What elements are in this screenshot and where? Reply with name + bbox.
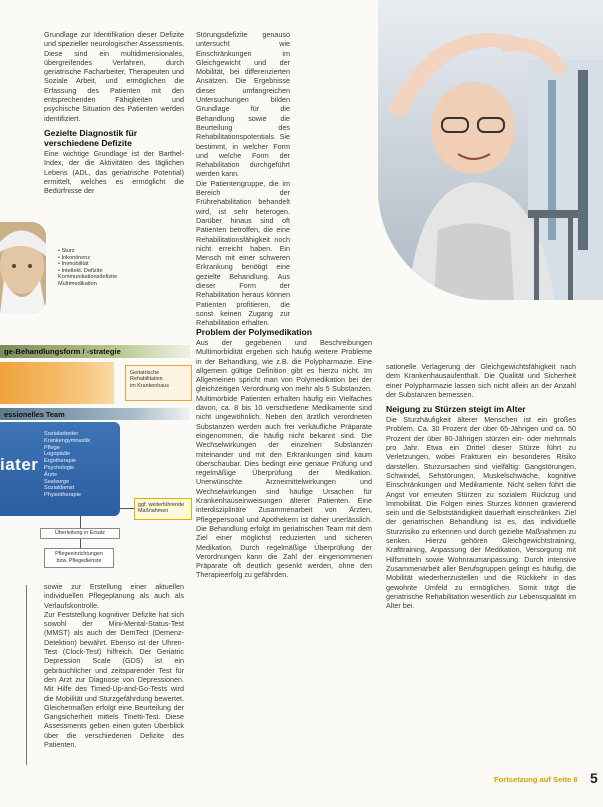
rehab-box-clinic [125, 365, 192, 401]
list-item: Krankengymnastik [44, 437, 91, 444]
care-facility-box [44, 548, 114, 568]
list-item: Psychologie [44, 464, 75, 471]
symptom-list [58, 248, 138, 288]
paragraph: Eine wichtige Grundlage ist der Barthel-Index, der die Aktivitäten des täglichen Lebens (ADL, das geriatrische Potential) ermittelt, welches es ermöglicht die Bedürfnisse der [44, 148, 184, 196]
paragraph: Die Patientengruppe, die im Bereich der Frührehabilitation behandelt wird, ist sehr heterogen. Darüber hinaus sind oft Patienten betroffen, die eine Rehabilitationsfähigkeit noch nicht erreicht haben. Ein Mensch mit einer schweren Erkrankung benötigt eine gezielte Behandlung. Aus dieser Form der Rehabilitation heraus können Patienten profitieren, die sonst keinen Zugang zur Rehabilitation erhalten. [196, 178, 290, 328]
list-item: • Inkontinenz [58, 254, 91, 261]
strategy-header-label: ge-Behandlungsform / -strategie [4, 347, 121, 356]
strategy-header-bar [0, 345, 190, 358]
team-member-list [44, 431, 118, 499]
care-facility-label: Pflegeeinrichtungen bzw. Pflegedienste [55, 551, 103, 564]
list-item: • Sturz [58, 248, 75, 254]
section-heading: Problem der Polymedikation [196, 327, 313, 337]
margin-divider [26, 585, 27, 765]
section-heading: Neigung zu Stürzen steigt im Alter [386, 404, 526, 415]
text-column-1-bottom [44, 582, 184, 749]
paragraph: Grundlage zur Identifikation dieser Defizite und spezieller neurologischer Assessments. Diese sind ein multidimensionales, übergreifendes Verfahren, durch geriatrische Facharbeiter, Therapeuten und Soziale Arbeit, und ermöglichen die Erfassung des Patienten mit den entsprechenden Fähigkeiten und psychische Situation des Patienten werden identifiziert. [44, 30, 184, 123]
connector-line [120, 508, 134, 509]
rehab-box-label: Geriatrische Rehabilitation im Krankenhaus [130, 370, 169, 389]
further-measures-box [134, 498, 192, 520]
paragraph: Die Sturzhäufigkeit älterer Menschen ist ein großes Problem. Ca. 30 Prozent der über 65-Jährigen und ca. 50 Prozent der über 80-Jährigen stürzen ein- oder mehrmals pro Jahr. Etwa ein Drittel dieser Stürze führt zu Verletzungen, wobei Frakturen ein besonderes Risiko darstellen. Sturzursachen sind vielfältig: Gangstörungen, Schwindel, Sehstörungen, Muskelschwäche, kognitive Einschränkungen und Medikamente. Nicht selten führt die Angst vor erneuten Stürzen zu sozialem Rückzug und Immobilität. Die Folgen eines Sturzes können gravierend sein und die Selbstständigkeit dauerhaft einschränken. Ziel der geriatrischen Behandlung ist es, das individuelle Sturzrisiko zu erkennen und durch gezielte Maßnahmen zu senken. Hierzu gehören Gleichgewichtstraining, Krafttraining, Anpassung der Medikation, Versorgung mit Hilfsmitteln sowie Wohnraumanpassung. Durch intensive Zusammenarbeit aller Berufsgruppen gelingt es häufig, die Mobilität wiederherzustellen und die Rückkehr in das gewohnte Umfeld zu ermöglichen. Somit trägt die geriatrische Rehabilitation wesentlich zur Lebensqualität im Alter bei. [386, 415, 576, 611]
list-item: Multimedikation [58, 280, 97, 287]
paragraph: Aus der gegebenen und Beschreibungen Multimorbidität ergeben sich häufig weitere Probleme in der Behandlung, wie z.B. die Polypharmazie. Eine allgemein gültige Definition gibt es hierzu nicht. Im Allgemeinen spricht man von Polymedikation bei der gleichzeitigen Verordnung von mehr als 5 Substanzen. Multimorbide Patienten erhalten häufig ein Vielfaches davon, ca. 8 bis 10 verschiedene Medikamente sind nicht ungewöhnlich. Neben den ärztlich verordneten Substanzen werden auch frei verkäufliche Präparate eingenommen, die häufig nicht bekannt sind. Die Wechselwirkungen der einzelnen Substanzen miteinander und mit den Erkrankungen sind kaum überschaubar. Dies bedingt eine genaue Prüfung und regelmäßige Überprüfung der Medikation. Unerwünschte Arzneimittelwirkungen und Wechselwirkungen sind häufige Ursachen für Krankenhauseinweisungen älterer Patienten. Eine interdisziplinäre Zusammenarbeit von Ärzten, Pflegepersonal und Apothekern ist daher unerlässlich. Die Behandlung erfolgt im geriatrischen Team mit dem Ziel einer möglichst reduzierten und sicheren Medikation. Durch regelmäßige Überprüfung der Verordnungen kann die Zahl der eingenommenen Präparate oft deutlich gesenkt werden, ohne den Therapieerfolg zu gefährden. [196, 338, 372, 580]
connector-line [80, 539, 81, 548]
text-column-2-bottom [196, 322, 372, 580]
paragraph: sowie zur Erstellung einer aktuellen individuellen Pflegeplanung als auch als Verlaufskontrolle. [44, 582, 184, 610]
list-item: Ergotherapie [44, 458, 77, 465]
list-item: Logopädie [44, 451, 71, 458]
list-item: Sozialarbeiter [44, 431, 79, 437]
elderly-woman-exercise-photo [378, 0, 603, 300]
paragraph: sationelle Verlagerung der Gleichgewichtsfähigkeit nach dem Krankenhausaufenthalt. Die Qualität und Sicherheit einer Polypharmazie lassen sich nicht allein an der Anzahl der Substanzen bemessen. [386, 362, 576, 399]
paragraph: Störungsdefizite genauso untersucht wie Einschränkungen im Gleichgewicht und der Mobilität, bei differenzierten Ansätzen. Die Ergebnisse dieser umfangreichen Untersuchungen bilden Grundlage für die Behandlung sowie die Beurteilung des Rehabilitationspotentials. Sie bestimmt, in welcher Form und welche Form der Rehabilitation durchgeführt werden kann. [196, 30, 290, 179]
team-header-bar [0, 408, 190, 420]
paragraph: Zur Feststellung kognitiver Defizite hat sich sowohl der Mini-Mental-Status-Test (MMST) als auch der DemTect (Demenz-Detektion) bewährt. Ebenso ist der Uhren-Test (Clock-Test) hilfreich. Der Geriatric Depression Scale (GDS) ist ein gebräuchlicher und zeitsparender Test für den Arzt zur Diagnose von Depressionen. Mit Hilfe des Timed-Up-and-Go-Tests wird die Mobilität und Sturzgefährdung bewertet. Gleichermaßen erfolgt eine Beurteilung der Gangsicherheit mittels Tinetti-Test. Diese Assessments geben einen guten Überblick über die verschiedenen Defizite des Patienten. [44, 609, 184, 750]
page-number: 5 [590, 770, 598, 786]
further-measures-label: ggf. weiterführende Maßnahmen [138, 502, 185, 515]
list-item: Ärzte [44, 471, 58, 478]
list-item: • Immobilität [58, 261, 89, 268]
transition-box [40, 528, 120, 539]
list-item: Seelsorge [44, 478, 70, 485]
rehab-box-hospital [0, 362, 114, 404]
continuation-link[interactable]: Fortsetzung auf Seite 6 [494, 775, 578, 784]
section-heading: Gezielte Diagnostik für verschiedene Defizite [44, 127, 138, 148]
text-column-2-top [196, 30, 290, 328]
transition-label: Überleitung in Ersatz [54, 530, 106, 536]
connector-line [80, 516, 81, 528]
text-column-1-top [44, 30, 184, 195]
team-header-label: essionelles Team [4, 409, 65, 419]
list-item: Kommunikationsdefizite [58, 274, 118, 281]
list-item: Pflege [44, 444, 60, 451]
geriatric-team-title: iater [0, 455, 39, 474]
list-item: • Intellekt. Defizite [58, 267, 103, 274]
list-item: Physiotherapie [44, 492, 82, 499]
elderly-man-photo [0, 222, 46, 314]
text-column-3 [386, 362, 576, 610]
list-item: Sozialdienst [44, 485, 75, 492]
